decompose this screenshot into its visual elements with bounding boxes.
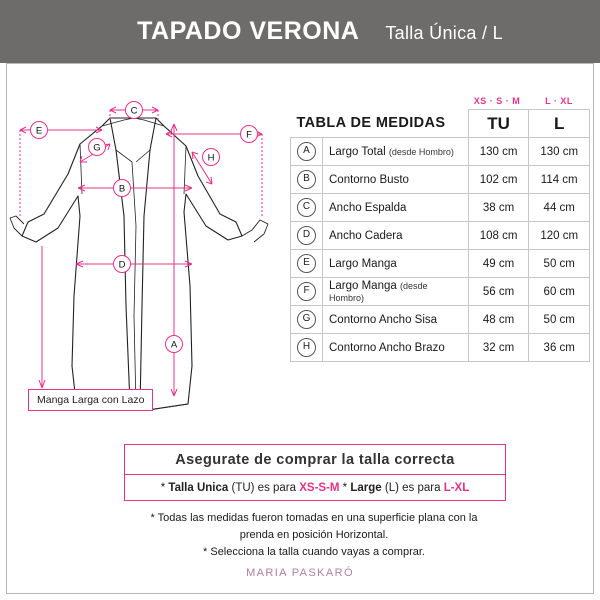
table-row <box>291 222 590 250</box>
row-letter: F <box>291 278 323 306</box>
row-letter: G <box>291 306 323 334</box>
column-header-tu: TU <box>468 110 529 138</box>
row-letter: H <box>291 334 323 362</box>
row-value-l: 114 cm <box>529 166 590 194</box>
row-name: Largo Manga <box>323 250 469 278</box>
svg-text:B: B <box>118 183 126 195</box>
row-value-l: 50 cm <box>529 306 590 334</box>
row-letter: E <box>291 250 323 278</box>
brand-logo: MARIA PASKARÓ <box>246 567 354 579</box>
size-title: Talla Única / L <box>385 23 503 43</box>
column-header-l: L <box>529 110 590 138</box>
table-row <box>291 278 590 306</box>
row-value-tu: 48 cm <box>468 306 529 334</box>
row-name: Contorno Ancho Sisa <box>323 306 469 334</box>
row-name: Contorno Ancho Brazo <box>323 334 469 362</box>
row-name: Largo Total (desde Hombro) <box>323 138 469 166</box>
footnote-line-1: * Todas las medidas fueron tomadas en una superficie plana con la <box>150 512 478 524</box>
page-header <box>0 0 600 63</box>
row-value-l: 50 cm <box>529 250 590 278</box>
row-name: Contorno Busto <box>323 166 469 194</box>
product-title: TAPADO VERONA <box>137 17 360 45</box>
svg-text:A: A <box>170 339 178 351</box>
size-range-l: L · XL <box>545 96 573 106</box>
row-value-tu: 49 cm <box>468 250 529 278</box>
row-value-l: 60 cm <box>529 278 590 306</box>
table-header-row <box>291 110 590 138</box>
row-name: Ancho Espalda <box>323 194 469 222</box>
table-row <box>291 166 590 194</box>
sleeve-note: Manga Larga con Lazo <box>28 389 153 411</box>
row-letter: A <box>291 138 323 166</box>
row-value-tu: 32 cm <box>468 334 529 362</box>
notice-title: Asegurate de comprar la talla correcta <box>124 444 506 475</box>
table-row <box>291 250 590 278</box>
row-value-tu: 108 cm <box>468 222 529 250</box>
row-value-l: 44 cm <box>529 194 590 222</box>
garment-diagram <box>6 66 288 426</box>
row-name: Largo Manga (desde Hombro) <box>323 278 469 306</box>
table-row <box>291 138 590 166</box>
measurements-table <box>290 96 590 362</box>
svg-text:C: C <box>130 105 138 117</box>
row-value-tu: 102 cm <box>468 166 529 194</box>
size-range-tu: XS · S · M <box>473 96 521 106</box>
table-row <box>291 306 590 334</box>
row-letter: B <box>291 166 323 194</box>
footnotes <box>104 510 524 561</box>
table-row <box>291 334 590 362</box>
footnote-line-3: * Selecciona la talla cuando vayas a comprar. <box>203 546 425 558</box>
row-value-l: 36 cm <box>529 334 590 362</box>
svg-text:G: G <box>93 142 101 154</box>
table-title: TABLA DE MEDIDAS <box>296 115 446 132</box>
row-name: Ancho Cadera <box>323 222 469 250</box>
svg-text:F: F <box>246 129 252 141</box>
table-row <box>291 194 590 222</box>
row-letter: D <box>291 222 323 250</box>
size-range-header <box>290 96 590 106</box>
row-value-tu: 56 cm <box>468 278 529 306</box>
row-value-tu: 130 cm <box>468 138 529 166</box>
svg-text:E: E <box>35 125 43 137</box>
row-letter: C <box>291 194 323 222</box>
size-notice <box>124 444 506 501</box>
svg-text:D: D <box>118 259 126 271</box>
svg-text:H: H <box>207 152 215 164</box>
row-value-tu: 38 cm <box>468 194 529 222</box>
notice-subline: * Talla Unica (TU) es para XS-S-M * Large (L) es para L-XL <box>124 475 506 501</box>
footnote-line-2: prenda en posición Horizontal. <box>239 529 389 541</box>
row-value-l: 130 cm <box>529 138 590 166</box>
row-value-l: 120 cm <box>529 222 590 250</box>
